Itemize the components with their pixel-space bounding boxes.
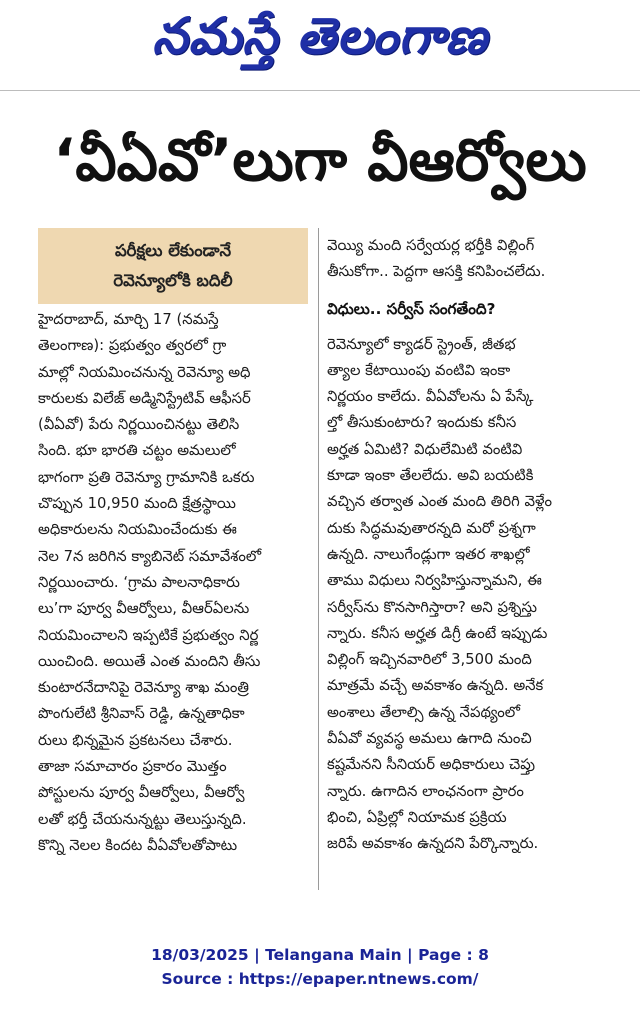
body-line: చొప్పున 10,950 మంది క్షేత్రస్థాయి	[38, 495, 236, 513]
body-line: పొంగులేటి శ్రీనివాస్ రెడ్డి, ఉన్నతాధికా	[38, 705, 245, 723]
body-line: లతో భర్తీ చేయనున్నట్టు తెలుస్తున్నది.	[38, 810, 247, 828]
body-line: నియమించాలని ఇప్పటికే ప్రభుత్వం నిర్ణ	[38, 626, 259, 644]
body-line: కుంటారనేదానిపై రెవెన్యూ శాఖ మంత్రి	[38, 679, 249, 697]
body-line: కష్టమేనని సీనియర్ అధికారులు చెప్తు	[327, 756, 536, 774]
body-line: హైదరాబాద్, మార్చి 17 (నమస్తే	[38, 311, 219, 328]
column-divider	[318, 228, 319, 890]
body-line: మాత్రమే వచ్చే అవకాశం ఉన్నది. అనేక	[327, 677, 544, 695]
body-line: న్నారు. కనీస అర్హత డిగ్రీ ఉంటే ఇప్పుడు	[327, 624, 548, 642]
footer-source: Source : https://epaper.ntnews.com/	[161, 970, 479, 988]
body-line: తాజా సమాచారం ప్రకారం మొత్తం	[38, 758, 227, 776]
headline: ‘వీఏవో’లుగా వీఆర్వోలు	[53, 126, 587, 194]
body-line: (వీఏవో) పేరు నిర్ణయించినట్టు తెలిసి	[38, 416, 240, 434]
body-line: సర్వీస్‌ను కొనసాగిస్తారా? అని ప్రశ్నిస్తు	[327, 598, 537, 616]
body-line: పోస్టులను పూర్వ వీఆర్వోలు, వీఆర్వో	[38, 784, 245, 802]
body-line: తాము విధులు నిర్వహిస్తున్నామని, ఈ	[327, 572, 542, 590]
body-line: మాల్లో నియమించనున్న రెవెన్యూ అధి	[38, 363, 251, 381]
body-line: లు’గా పూర్వ వీఆర్వోలు, వీఆర్ఏలను	[38, 600, 250, 618]
body-line: అధికారులను నియమించేందుకు ఈ	[38, 521, 237, 539]
body-line: న్నారు. ఉగాదిన లాంఛనంగా ప్రారం	[327, 782, 524, 800]
body-line: ల్తో తీసుకుంటారు? ఇందుకు కనీస	[327, 414, 517, 432]
body-line: జరిపే అవకాశం ఉన్నదని పేర్కొన్నారు.	[327, 835, 539, 853]
body-line: నిర్ణయం కాలేదు. వీఏవోలను ఏ పేస్కే	[327, 388, 534, 406]
footer-date-page: 18/03/2025 | Telangana Main | Page : 8	[151, 946, 489, 964]
masthead-divider	[0, 90, 640, 91]
body-line: తెలంగాణ): ప్రభుత్వం త్వరలో గ్రా	[38, 337, 227, 355]
body-line: వచ్చిన తర్వాత ఎంత మంది తిరిగి వెళ్లేం	[327, 493, 553, 511]
body-line: తీసుకోగా.. పెద్దగా ఆసక్తి కనిపించలేదు.	[327, 263, 546, 281]
masthead-logo	[0, 0, 640, 72]
body-line: వెయ్యి మంది సర్వేయర్ల భర్తీకి విల్లింగ్	[327, 237, 535, 254]
body-line: రులు భిన్నమైన ప్రకటనలు చేశారు.	[38, 731, 233, 749]
body-line: భించి, ఏప్రిల్లో నియామక ప్రక్రియ	[327, 808, 507, 826]
body-line: ఉన్నది. నాలుగేండ్లుగా ఇతర శాఖల్లో	[327, 545, 530, 563]
body-line: నిర్ణయించారు. ‘గ్రామ పాలనాధికారు	[38, 573, 240, 591]
body-line: విల్లింగ్ ఇచ్చినవారిలో 3,500 మంది	[327, 651, 532, 669]
subheadline-line-1: పరీక్షలు లేకుండానే	[114, 241, 232, 260]
body-line: వీఏవో వ్యవస్థ అమలు ఉగాది నుంచి	[327, 730, 532, 748]
body-line: నెల 7న జరిగిన క్యాబినెట్ సమావేశంలో	[38, 547, 262, 565]
body-line: సింది. భూ భారతి చట్టం అమలులో	[38, 442, 236, 460]
body-line: దుకు సిద్ధమవుతారన్నది మరో ప్రశ్నగా	[327, 519, 536, 537]
subheadline-box	[38, 228, 308, 304]
body-line: త్యాల కేటాయింపు వంటివి ఇంకా	[327, 361, 511, 379]
body-line: యించింది. అయితే ఎంత మందిని తీసు	[38, 652, 261, 670]
right-column	[327, 233, 607, 858]
body-line: అంశాలు తేలాల్సి ఉన్న నేపథ్యంలో	[327, 703, 520, 721]
body-line: కూడా ఇంకా తేలలేదు. అవి బయటికి	[327, 467, 534, 485]
left-column	[38, 307, 310, 859]
masthead-title: నమస్తే తెలంగాణ	[152, 7, 488, 65]
body-line: కొన్ని నెలల కిందట వీఏవోలతోపాటు	[38, 836, 238, 854]
headline-block	[0, 110, 640, 210]
body-line: కారులకు విలేజ్ అడ్మినిస్ట్రేటివ్ ఆఫీసర్	[38, 389, 251, 407]
body-line: అర్హత ఏమిటి? విధులేమిటి వంటివి	[327, 440, 523, 458]
subheadline-line-2: రెవెన్యూలోకి బదిలీ	[113, 271, 233, 290]
body-line: రెవెన్యూలో క్యాడర్ స్ట్రెంత్, జీతభ	[327, 335, 516, 353]
section-heading: విధులు.. సర్వీస్ సంగతేంది?	[327, 299, 496, 318]
body-line: భాగంగా ప్రతి రెవెన్యూ గ్రామానికి ఒకరు	[38, 468, 255, 486]
source-footer	[0, 943, 640, 991]
